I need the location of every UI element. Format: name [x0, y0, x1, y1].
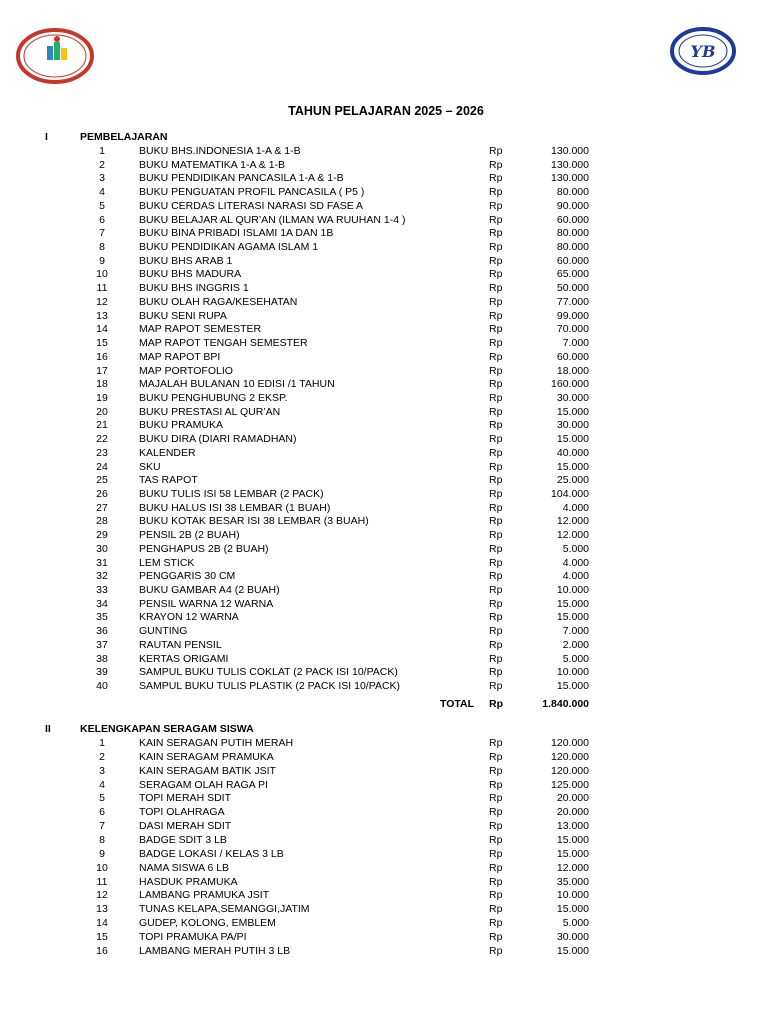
table-row [0, 779, 768, 793]
foundation-logo [670, 27, 736, 75]
item-amount: 15.000 [556, 847, 589, 860]
item-name: BUKU PENDIDIKAN AGAMA ISLAM 1 [139, 241, 319, 254]
table-row [0, 917, 768, 931]
item-number: 4 [99, 186, 105, 199]
table-row [0, 557, 768, 571]
item-name: KERTAS ORIGAMI [139, 652, 229, 665]
item-currency: Rp [489, 638, 503, 651]
item-amount: 15.000 [556, 903, 589, 916]
table-row [0, 611, 768, 625]
item-name: LAMBANG PRAMUKA JSIT [139, 889, 270, 902]
table-row [0, 792, 768, 806]
item-name: KALENDER [139, 446, 196, 459]
item-number: 6 [99, 213, 105, 226]
item-number: 18 [96, 378, 108, 391]
item-currency: Rp [489, 501, 503, 514]
item-number: 22 [96, 433, 108, 446]
item-number: 1 [99, 145, 105, 157]
table-row [0, 666, 768, 680]
item-amount: 77.000 [556, 295, 589, 308]
item-number: 12 [96, 295, 108, 308]
item-amount: 30.000 [556, 419, 589, 432]
item-name: TOPI OLAHRAGA [139, 806, 225, 819]
item-name: PENSIL 2B (2 BUAH) [139, 529, 240, 542]
item-currency: Rp [489, 405, 503, 418]
item-amount: 15.000 [556, 944, 589, 957]
item-name: KAIN SERAGAN PUTIH MERAH [139, 737, 294, 749]
item-currency: Rp [489, 584, 503, 597]
item-name: HASDUK PRAMUKA [139, 875, 238, 888]
item-number: 26 [96, 488, 108, 500]
item-amount: 7.000 [562, 625, 589, 638]
item-name: TOPI PRAMUKA PA/PI [139, 930, 247, 943]
item-amount: 40.000 [556, 446, 589, 459]
item-currency: Rp [489, 419, 503, 432]
table-row [0, 461, 768, 475]
item-number: 16 [96, 350, 108, 363]
item-amount: 80.000 [556, 241, 589, 254]
item-number: 16 [96, 944, 108, 957]
item-amount: 30.000 [556, 391, 589, 404]
item-name: BUKU BELAJAR AL QUR’AN (ILMAN WA RUUHAN 1-4 ) [139, 213, 406, 226]
table-row [0, 598, 768, 612]
table-row [0, 543, 768, 557]
item-number: 30 [96, 542, 108, 555]
item-amount: 20.000 [556, 806, 589, 819]
item-amount: 65.000 [556, 268, 589, 281]
item-currency: Rp [489, 241, 503, 254]
item-name: BUKU BHS MADURA [139, 268, 242, 281]
table-row [0, 862, 768, 876]
item-number: 5 [99, 792, 105, 805]
table-row [0, 378, 768, 392]
item-amount: 130.000 [551, 145, 589, 157]
item-currency: Rp [489, 446, 503, 459]
table-row [0, 365, 768, 379]
foundation-monogram: YB [690, 42, 716, 61]
item-currency: Rp [489, 309, 503, 322]
item-amount: 130.000 [551, 158, 589, 171]
table-row [0, 433, 768, 447]
item-name: BUKU BHS.INDONESIA 1-A & 1-B [139, 145, 301, 157]
item-amount: 15.000 [556, 405, 589, 418]
item-number: 15 [96, 337, 108, 350]
item-name: SERAGAM OLAH RAGA PI [139, 778, 268, 791]
item-currency: Rp [489, 378, 503, 391]
section-1-header [0, 131, 768, 145]
table-row [0, 945, 768, 959]
item-currency: Rp [489, 474, 503, 487]
item-number: 10 [96, 861, 108, 874]
table-row [0, 765, 768, 779]
item-name: TUNAS KELAPA,SEMANGGI,JATIM [139, 903, 310, 916]
item-amount: 5.000 [562, 652, 589, 665]
table-row [0, 186, 768, 200]
item-name: BUKU MATEMATIKA 1-A & 1-B [139, 158, 286, 171]
item-number: 23 [96, 446, 108, 459]
item-amount: 120.000 [551, 750, 589, 763]
item-currency: Rp [489, 820, 503, 833]
item-name: BUKU SENI RUPA [139, 309, 227, 322]
item-amount: 120.000 [551, 737, 589, 749]
item-amount: 12.000 [556, 529, 589, 542]
table-row [0, 268, 768, 282]
item-amount: 10.000 [556, 889, 589, 902]
table-row [0, 876, 768, 890]
item-amount: 15.000 [556, 680, 589, 693]
item-currency: Rp [489, 597, 503, 610]
item-currency: Rp [489, 556, 503, 569]
section-1-total [0, 697, 768, 711]
item-number: 36 [96, 625, 108, 638]
item-currency: Rp [489, 889, 503, 902]
item-currency: Rp [489, 542, 503, 555]
item-name: PENGGARIS 30 CM [139, 570, 236, 583]
item-currency: Rp [489, 764, 503, 777]
item-amount: 125.000 [551, 778, 589, 791]
item-name: BUKU DIRA (DIARI RAMADHAN) [139, 433, 297, 446]
item-number: 35 [96, 611, 108, 624]
item-amount: 15.000 [556, 611, 589, 624]
item-amount: 12.000 [556, 515, 589, 528]
table-row [0, 282, 768, 296]
item-number: 33 [96, 584, 108, 597]
item-currency: Rp [489, 833, 503, 846]
item-currency: Rp [489, 666, 503, 679]
document-title: TAHUN PELAJARAN 2025 – 2026 [288, 104, 484, 118]
table-row [0, 570, 768, 584]
item-currency: Rp [489, 213, 503, 226]
item-amount: 15.000 [556, 833, 589, 846]
item-name: BUKU PRESTASI AL QUR’AN [139, 405, 281, 418]
item-number: 9 [99, 254, 105, 267]
item-number: 10 [96, 268, 108, 281]
item-currency: Rp [489, 172, 503, 185]
item-name: RAUTAN PENSIL [139, 638, 222, 651]
table-row [0, 351, 768, 365]
item-currency: Rp [489, 611, 503, 624]
item-currency: Rp [489, 158, 503, 171]
item-number: 34 [96, 597, 108, 610]
item-amount: 5.000 [562, 917, 589, 930]
item-currency: Rp [489, 652, 503, 665]
item-name: BUKU GAMBAR A4 (2 BUAH) [139, 584, 280, 597]
section-2-title: KELENGKAPAN SERAGAM SISWA [80, 723, 254, 735]
item-amount: 25.000 [556, 474, 589, 487]
table-row [0, 241, 768, 255]
item-number: 19 [96, 391, 108, 404]
item-number: 32 [96, 570, 108, 583]
table-row [0, 529, 768, 543]
item-amount: 70.000 [556, 323, 589, 336]
item-number: 7 [99, 820, 105, 833]
item-number: 6 [99, 806, 105, 819]
table-row [0, 931, 768, 945]
item-currency: Rp [489, 847, 503, 860]
item-number: 11 [96, 875, 108, 888]
section-2-numeral: II [45, 723, 51, 735]
item-number: 9 [99, 847, 105, 860]
table-row [0, 889, 768, 903]
item-currency: Rp [489, 792, 503, 805]
table-row [0, 172, 768, 186]
item-currency: Rp [489, 186, 503, 199]
item-name: BUKU PENDIDIKAN PANCASILA 1-A & 1-B [139, 172, 344, 185]
item-amount: 10.000 [556, 584, 589, 597]
section-2-header [0, 723, 768, 737]
item-number: 13 [96, 903, 108, 916]
item-number: 21 [96, 419, 108, 432]
table-row [0, 474, 768, 488]
item-currency: Rp [489, 917, 503, 930]
item-name: BUKU PENGHUBUNG 2 EKSP. [139, 391, 288, 404]
table-row [0, 200, 768, 214]
item-number: 14 [96, 917, 108, 930]
item-amount: 4.000 [562, 556, 589, 569]
table-row [0, 310, 768, 324]
item-name: BUKU PENGUATAN PROFIL PANCASILA ( P5 ) [139, 186, 365, 199]
item-currency: Rp [489, 737, 503, 749]
item-currency: Rp [489, 268, 503, 281]
item-currency: Rp [489, 680, 503, 693]
total-amount: 1.840.000 [542, 698, 589, 710]
item-currency: Rp [489, 323, 503, 336]
item-currency: Rp [489, 750, 503, 763]
item-amount: 20.000 [556, 792, 589, 805]
item-name: GUNTING [139, 625, 188, 638]
item-name: BUKU BHS INGGRIS 1 [139, 282, 249, 295]
item-name: PENGHAPUS 2B (2 BUAH) [139, 542, 269, 555]
item-name: BUKU OLAH RAGA/KESEHATAN [139, 295, 298, 308]
item-number: 3 [99, 764, 105, 777]
item-number: 11 [96, 282, 108, 295]
table-row [0, 834, 768, 848]
item-currency: Rp [489, 199, 503, 212]
item-name: LAMBANG MERAH PUTIH 3 LB [139, 944, 291, 957]
section-1-numeral: I [45, 131, 48, 143]
table-row [0, 255, 768, 269]
table-row [0, 653, 768, 667]
item-number: 38 [96, 652, 108, 665]
item-currency: Rp [489, 778, 503, 791]
item-name: BUKU BINA PRIBADI ISLAMI 1A DAN 1B [139, 227, 334, 240]
item-currency: Rp [489, 227, 503, 240]
item-number: 31 [96, 556, 108, 569]
item-name: NAMA SISWA 6 LB [139, 861, 230, 874]
table-row [0, 296, 768, 310]
item-name: SAMPUL BUKU TULIS COKLAT (2 PACK ISI 10/PACK) [139, 666, 398, 679]
item-name: SKU [139, 460, 161, 473]
item-amount: 12.000 [556, 861, 589, 874]
table-row [0, 680, 768, 694]
table-row [0, 145, 768, 159]
item-name: MAP RAPOT SEMESTER [139, 323, 262, 336]
item-amount: 104.000 [551, 488, 589, 500]
item-amount: 4.000 [562, 501, 589, 514]
item-number: 5 [99, 199, 105, 212]
item-name: DASI MERAH SDIT [139, 820, 232, 833]
table-row [0, 848, 768, 862]
item-name: PENSIL WARNA 12 WARNA [139, 597, 274, 610]
item-name: BUKU KOTAK BESAR ISI 38 LEMBAR (3 BUAH) [139, 515, 369, 528]
item-name: BUKU CERDAS LITERASI NARASI SD FASE A [139, 199, 364, 212]
item-currency: Rp [489, 254, 503, 267]
total-label: TOTAL [440, 698, 475, 710]
item-amount: 30.000 [556, 930, 589, 943]
item-number: 2 [99, 158, 105, 171]
item-currency: Rp [489, 364, 503, 377]
table-row [0, 751, 768, 765]
item-number: 4 [99, 778, 105, 791]
item-currency: Rp [489, 930, 503, 943]
table-row [0, 337, 768, 351]
item-amount: 60.000 [556, 254, 589, 267]
table-row [0, 227, 768, 241]
item-name: GUDEP, KOLONG, EMBLEM [139, 917, 276, 930]
item-currency: Rp [489, 433, 503, 446]
school-logo [16, 28, 94, 84]
item-amount: 80.000 [556, 186, 589, 199]
item-name: BUKU PRAMUKA [139, 419, 224, 432]
item-amount: 5.000 [562, 542, 589, 555]
item-name: MAP PORTOFOLIO [139, 364, 233, 377]
item-currency: Rp [489, 515, 503, 528]
item-amount: 4.000 [562, 570, 589, 583]
item-name: MAJALAH BULANAN 10 EDISI /1 TAHUN [139, 378, 335, 391]
item-number: 29 [96, 529, 108, 542]
item-number: 15 [96, 930, 108, 943]
table-row [0, 214, 768, 228]
item-number: 37 [96, 638, 108, 651]
item-name: TOPI MERAH SDIT [139, 792, 231, 805]
item-name: KAIN SERAGAM BATIK JSIT [139, 764, 276, 777]
table-row [0, 515, 768, 529]
item-number: 14 [96, 323, 108, 336]
item-amount: 15.000 [556, 460, 589, 473]
item-name: BADGE SDIT 3 LB [139, 833, 227, 846]
item-amount: 120.000 [551, 764, 589, 777]
item-number: 13 [96, 309, 108, 322]
table-row [0, 806, 768, 820]
table-row [0, 447, 768, 461]
table-row [0, 406, 768, 420]
item-number: 2 [99, 750, 105, 763]
item-number: 7 [99, 227, 105, 240]
item-amount: 99.000 [556, 309, 589, 322]
table-row [0, 737, 768, 751]
item-amount: 60.000 [556, 213, 589, 226]
item-amount: 130.000 [551, 172, 589, 185]
item-name: LEM STICK [139, 556, 195, 569]
item-number: 24 [96, 460, 108, 473]
item-name: MAP RAPOT TENGAH SEMESTER [139, 337, 308, 350]
item-amount: 90.000 [556, 199, 589, 212]
item-currency: Rp [489, 488, 503, 500]
item-name: BUKU HALUS ISI 38 LEMBAR (1 BUAH) [139, 501, 331, 514]
item-name: SAMPUL BUKU TULIS PLASTIK (2 PACK ISI 10/PACK) [139, 680, 401, 693]
item-currency: Rp [489, 282, 503, 295]
item-number: 39 [96, 666, 108, 679]
table-row [0, 820, 768, 834]
item-name: MAP RAPOT BPI [139, 350, 221, 363]
item-number: 40 [96, 680, 108, 693]
item-name: KRAYON 12 WARNA [139, 611, 239, 624]
item-name: BADGE LOKASI / KELAS 3 LB [139, 847, 284, 860]
item-currency: Rp [489, 570, 503, 583]
item-number: 3 [99, 172, 105, 185]
table-row [0, 639, 768, 653]
item-currency: Rp [489, 861, 503, 874]
item-amount: 10.000 [556, 666, 589, 679]
table-row [0, 502, 768, 516]
table-row [0, 323, 768, 337]
item-number: 28 [96, 515, 108, 528]
item-amount: 50.000 [556, 282, 589, 295]
item-currency: Rp [489, 391, 503, 404]
table-row [0, 392, 768, 406]
total-currency: Rp [489, 698, 503, 710]
table-row [0, 159, 768, 173]
table-row [0, 419, 768, 433]
item-currency: Rp [489, 625, 503, 638]
item-name: KAIN SERAGAM PRAMUKA [139, 750, 274, 763]
item-currency: Rp [489, 350, 503, 363]
item-number: 8 [99, 241, 105, 254]
item-amount: 2.000 [562, 638, 589, 651]
item-currency: Rp [489, 944, 503, 957]
item-currency: Rp [489, 295, 503, 308]
item-number: 25 [96, 474, 108, 487]
table-row [0, 488, 768, 502]
item-currency: Rp [489, 875, 503, 888]
item-currency: Rp [489, 529, 503, 542]
item-currency: Rp [489, 806, 503, 819]
item-currency: Rp [489, 337, 503, 350]
table-row [0, 625, 768, 639]
table-row [0, 584, 768, 598]
item-number: 17 [96, 364, 108, 377]
item-currency: Rp [489, 460, 503, 473]
item-number: 1 [99, 737, 105, 749]
item-number: 20 [96, 405, 108, 418]
item-number: 8 [99, 833, 105, 846]
section-1-title: PEMBELAJARAN [80, 131, 168, 143]
item-amount: 80.000 [556, 227, 589, 240]
item-name: BUKU TULIS ISI 58 LEMBAR (2 PACK) [139, 488, 324, 500]
item-name: BUKU BHS ARAB 1 [139, 254, 233, 267]
item-amount: 15.000 [556, 597, 589, 610]
item-amount: 60.000 [556, 350, 589, 363]
table-row [0, 903, 768, 917]
item-currency: Rp [489, 903, 503, 916]
item-number: 27 [96, 501, 108, 514]
item-currency: Rp [489, 145, 503, 157]
item-amount: 7.000 [562, 337, 589, 350]
item-amount: 15.000 [556, 433, 589, 446]
item-amount: 160.000 [551, 378, 589, 391]
item-amount: 18.000 [556, 364, 589, 377]
item-amount: 35.000 [556, 875, 589, 888]
item-amount: 13.000 [556, 820, 589, 833]
item-name: TAS RAPOT [139, 474, 198, 487]
item-number: 12 [96, 889, 108, 902]
